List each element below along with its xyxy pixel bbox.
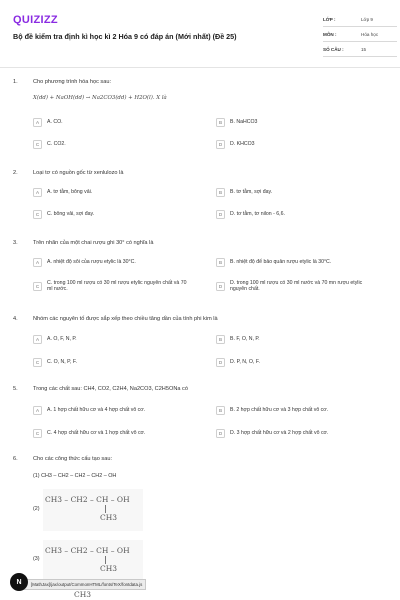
question-text: Trên nhãn của một chai rượu ghi 30° có nghĩa là	[33, 240, 154, 246]
question-number: 5.	[13, 386, 18, 392]
option-b[interactable]	[216, 335, 375, 344]
option-letter: A	[33, 258, 42, 267]
option-text: A. 1 hợp chất hữu cơ và 4 hợp chất vô cơ.	[47, 407, 146, 414]
meta-label: SỐ CÂU :	[323, 46, 344, 52]
option-b[interactable]	[216, 258, 375, 267]
option-text: D. trong 100 ml rượu có 30 ml nước và 70 mn rượu etylic nguyên chất.	[230, 280, 363, 293]
option-letter: B	[216, 406, 225, 415]
meta-label: MÔN :	[323, 31, 337, 37]
option-text: A. O, F, N, P.	[47, 336, 77, 343]
option-text: A. tơ tằm, bông vải.	[47, 189, 93, 196]
question-text: Cho phương trình hóa học sau:	[33, 79, 112, 85]
option-text: B. NaHCO3	[230, 119, 258, 126]
question-number: 3.	[13, 240, 18, 246]
option-text: D. tơ tằm, tơ nilon - 6,6.	[230, 211, 285, 218]
option-text: D. KHCO3	[230, 141, 255, 148]
formula-branch: CH3	[100, 513, 118, 522]
meta-row-count	[323, 42, 397, 57]
formula-main-chain: CH3 – CH2 – CH – OH	[45, 546, 130, 555]
structural-formula-3	[43, 540, 143, 582]
option-text: C. 4 hợp chất hữu cơ và 1 hợp chất vô cơ.	[47, 430, 146, 437]
option-b[interactable]	[216, 406, 375, 415]
option-a[interactable]	[33, 118, 192, 127]
option-text: A. CO.	[47, 119, 63, 126]
quizizz-logo[interactable]: QUIZIZZ	[13, 14, 58, 26]
question-number: 2.	[13, 170, 18, 176]
option-letter: C	[33, 210, 42, 219]
question-number: 6.	[13, 456, 18, 462]
option-text: D. 3 hợp chất hữu cơ và 2 hợp chất vô cơ.	[230, 430, 329, 437]
structure-label: (3)	[33, 556, 40, 562]
document-title: Bộ đề kiểm tra định kì học kì 2 Hóa 9 có đáp án (Mới nhất) (Đề 25)	[13, 32, 237, 41]
option-c[interactable]	[33, 210, 192, 219]
structure-label: (2)	[33, 506, 40, 512]
option-a[interactable]	[33, 335, 192, 344]
option-letter: D	[216, 210, 225, 219]
question-text: Nhóm các nguyên tố được sắp xếp theo chiều tăng dần của tính phi kim là	[33, 316, 218, 322]
option-letter: A	[33, 118, 42, 127]
meta-value: 15	[361, 46, 367, 52]
question-number: 4.	[13, 316, 18, 322]
meta-label: LỚP :	[323, 16, 336, 22]
option-b[interactable]	[216, 188, 375, 197]
option-letter: D	[216, 429, 225, 438]
option-text: B. nhiệt độ để bảo quản rượu etylic là 30°C.	[230, 259, 332, 266]
meta-row-subject	[323, 27, 397, 42]
formula-main-chain: CH3 – CH2 – CH – OH	[45, 495, 130, 504]
option-letter: B	[216, 118, 225, 127]
structural-formula-1: (1) CH3 – CH2 – CH2 – CH2 – OH	[33, 473, 117, 479]
option-text: A. nhiệt độ sôi của rượu etylic là 30°C.	[47, 259, 136, 266]
option-text: C. bông vải, sợi đay.	[47, 211, 95, 218]
option-c[interactable]	[33, 358, 192, 367]
option-text: C. trong 100 ml rượu có 30 ml rượu etylic nguyên chất và 70 ml nước.	[47, 280, 187, 293]
option-text: B. F, O, N, P.	[230, 336, 260, 343]
option-letter: B	[216, 258, 225, 267]
option-letter: C	[33, 140, 42, 149]
option-letter: D	[216, 358, 225, 367]
question-text: Loại tơ có nguồn gốc từ xenlulozo là	[33, 170, 124, 176]
meta-row-class	[323, 12, 397, 27]
option-c[interactable]	[33, 280, 192, 293]
option-a[interactable]	[33, 406, 192, 415]
n-badge-icon[interactable]: N	[10, 573, 28, 591]
option-d[interactable]	[216, 140, 375, 149]
option-a[interactable]	[33, 258, 192, 267]
option-letter: C	[33, 358, 42, 367]
meta-value: Hóa học	[361, 31, 379, 37]
option-d[interactable]	[216, 429, 375, 438]
formula-branch: CH3	[100, 564, 118, 573]
option-letter: B	[216, 335, 225, 344]
formula-cut-off: CH3	[74, 590, 92, 599]
bond-line	[105, 556, 106, 564]
option-b[interactable]	[216, 118, 375, 127]
bond-line	[105, 505, 106, 513]
document-header	[0, 0, 400, 68]
option-letter: B	[216, 188, 225, 197]
chemical-equation: X(dd) + NaOH(dd) → Na2CO3(dd) + H2O(l). X là	[33, 95, 167, 101]
option-letter: D	[216, 282, 225, 291]
option-letter: C	[33, 429, 42, 438]
option-letter: A	[33, 335, 42, 344]
option-letter: A	[33, 188, 42, 197]
option-c[interactable]	[33, 429, 192, 438]
meta-value: Lớp 9	[361, 16, 373, 22]
option-d[interactable]	[216, 358, 375, 367]
option-letter: A	[33, 406, 42, 415]
option-text: D. P, N, O, F.	[230, 359, 260, 366]
question-text: Trong các chất sau: CH4, CO2, C2H4, Na2CO3, C2H5ONa có	[33, 386, 188, 392]
loading-status-bar: [MathJax]/jax/output/CommonHTML/fonts/TeX/fontdata.js	[16, 579, 146, 590]
document-meta	[323, 12, 397, 57]
structural-formula-2	[43, 489, 143, 531]
option-text: C. O, N, P, F.	[47, 359, 77, 366]
option-d[interactable]	[216, 210, 375, 219]
option-text: B. 2 hợp chất hữu cơ và 3 hợp chất vô cơ.	[230, 407, 329, 414]
option-letter: C	[33, 282, 42, 291]
option-c[interactable]	[33, 140, 192, 149]
option-letter: D	[216, 140, 225, 149]
question-text: Cho các công thức cấu tạo sau:	[33, 456, 112, 462]
option-a[interactable]	[33, 188, 192, 197]
option-d[interactable]	[216, 280, 375, 293]
option-text: B. tơ tằm, sợi đay.	[230, 189, 273, 196]
question-number: 1.	[13, 79, 18, 85]
option-text: C. CO2.	[47, 141, 66, 148]
